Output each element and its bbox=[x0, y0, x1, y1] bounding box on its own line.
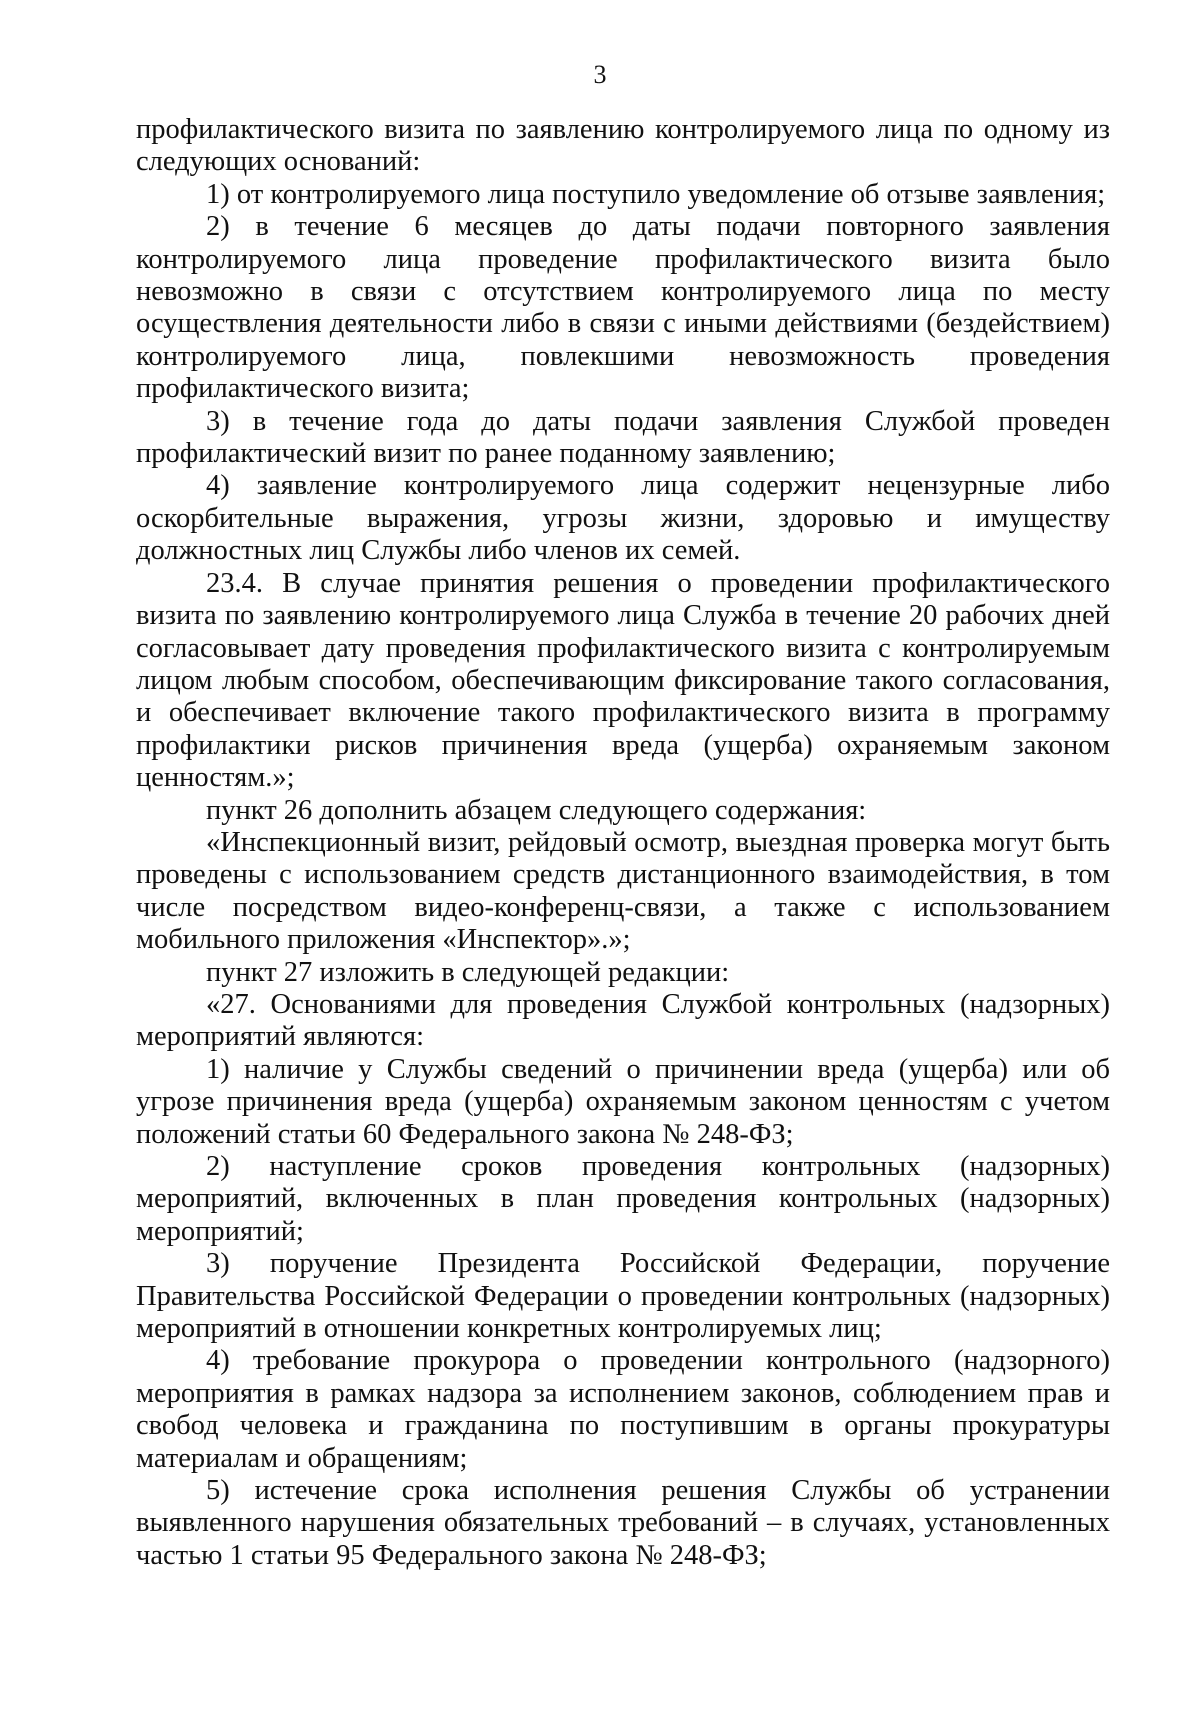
paragraph-item-1: 1) от контролируемого лица поступило уведомление об отзыве заявления; bbox=[206, 178, 1106, 210]
paragraph-ground-5: 5) истечение срока исполнения решения Службы об устранении выявленного нарушения обязательных требований – в случаях, установленных частью 1 статьи 95 Федерального закона № 248-ФЗ; bbox=[136, 1475, 1110, 1571]
paragraph-clause-23-4: 23.4. В случае принятия решения о проведении профилактического визита по заявлению контролируемого лица Служба в течение 20 рабочих дней согласовывает дату проведения профилактического визита с контролируемым лицом любым способом, обеспечивающим фиксирование такого согласования, и обеспечивает включение такого профилактического визита в программу профилактики рисков причинения вреда (ущерба) охраняемым законом ценностям.»; bbox=[136, 567, 1110, 794]
page-number: 3 bbox=[593, 60, 607, 89]
paragraph-ground-4: 4) требование прокурора о проведении контрольного (надзорного) мероприятия в рамках надзора за исполнением законов, соблюдением прав и свобод человека и гражданина по поступившим в органы прокуратуры материалам и обращениям; bbox=[136, 1345, 1110, 1474]
document-body bbox=[136, 114, 1110, 1572]
paragraph-ground-2: 2) наступление сроков проведения контрольных (надзорных) мероприятий, включенных в план проведения контрольных (надзорных) мероприятий; bbox=[136, 1151, 1110, 1247]
paragraph-ground-3: 3) поручение Президента Российской Федерации, поручение Правительства Российской Федерации о проведении контрольных (надзорных) мероприятий в отношении конкретных контролируемых лиц; bbox=[136, 1248, 1110, 1345]
paragraph-item-4: 4) заявление контролируемого лица содержит нецензурные либо оскорбительные выражения, угрозы жизни, здоровью и имуществу должностных лиц Службы либо членов их семей. bbox=[136, 470, 1110, 567]
paragraph-item-3: 3) в течение года до даты подачи заявления Службой проведен профилактический визит по ранее поданному заявлению; bbox=[136, 405, 1110, 470]
paragraph-point-26-text: «Инспекционный визит, рейдовый осмотр, выездная проверка могут быть проведены с использованием средств дистанционного взаимодействия, в том числе посредством видео-конференц-связи, а также с использованием мобильного приложения «Инспектор».»; bbox=[136, 826, 1110, 956]
paragraph-point-27-text: «27. Основаниями для проведения Службой контрольных (надзорных) мероприятий являются: bbox=[136, 988, 1110, 1053]
paragraph-ground-1: 1) наличие у Службы сведений о причинении вреда (ущерба) или об угрозе причинения вреда (ущерба) охраняемым законом ценностям с учетом положений статьи 60 Федерального закона № 248-ФЗ; bbox=[136, 1053, 1110, 1150]
paragraph-point-27-intro: пункт 27 изложить в следующей редакции: bbox=[206, 956, 730, 988]
paragraph-item-2: 2) в течение 6 месяцев до даты подачи повторного заявления контролируемого лица проведение профилактического визита было невозможно в связи с отсутствием контролируемого лица по месту осуществления деятельности либо в связи с иными действиями (бездействием) контролируемого лица, повлекшими невозможность проведения профилактического визита; bbox=[136, 211, 1110, 405]
paragraph-point-26-intro: пункт 26 дополнить абзацем следующего содержания: bbox=[206, 794, 867, 826]
paragraph-continuation: профилактического визита по заявлению контролируемого лица по одному из следующих оснований: bbox=[136, 114, 1110, 178]
